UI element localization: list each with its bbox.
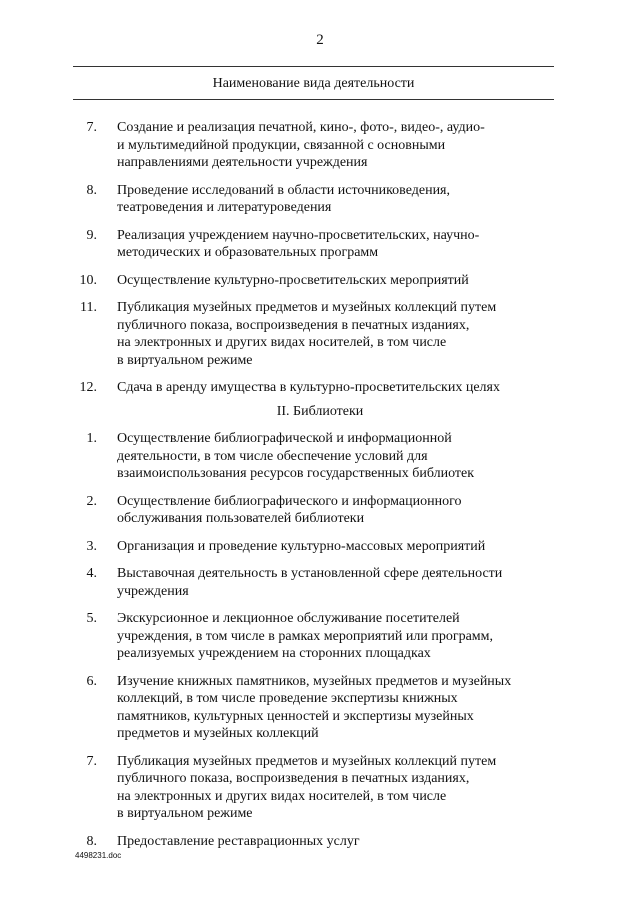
item-text <box>117 538 552 556</box>
item-text-line: Предоставление реставрационных услуг <box>117 833 360 849</box>
section-1-items <box>0 119 640 397</box>
section-title-libraries: II. Библиотеки <box>276 403 364 419</box>
list-item <box>0 833 640 851</box>
item-text-line: Выставочная деятельность в установленной сфере деятельности <box>117 566 503 581</box>
footer-doc-id: 4498231.doc <box>75 851 122 860</box>
item-text-line: Проведение исследований в области источниковедения, <box>117 182 450 198</box>
item-number: 4. <box>86 566 97 581</box>
item-text <box>117 565 552 600</box>
list-item <box>0 227 640 262</box>
item-text-line: Организация и проведение культурно-массовых мероприятий <box>117 538 486 554</box>
list-item <box>0 610 640 663</box>
item-number: 12. <box>79 380 97 395</box>
item-text-line: Создание и реализация печатной, кино-, фото-, видео-, аудио- <box>117 120 485 135</box>
item-text-line: на электронных и других видах носителей, в том числе <box>117 788 447 804</box>
list-item <box>0 379 640 397</box>
item-number: 1. <box>86 431 97 446</box>
item-text <box>117 753 552 823</box>
item-number: 11. <box>80 300 97 315</box>
item-text-line: предметов и музейных коллекций <box>117 726 319 741</box>
list-item <box>0 565 640 600</box>
item-text <box>117 610 552 663</box>
item-text <box>117 272 552 290</box>
section-2-items <box>0 430 640 850</box>
item-text-line: коллекций, в том числе проведение экспертизы книжных <box>117 691 458 706</box>
item-text-line: деятельности, в том числе обеспечение условий для <box>117 448 428 464</box>
item-text-line: Экскурсионное и лекционное обслуживание посетителей <box>117 611 460 626</box>
list-item <box>0 272 640 290</box>
item-text-line: направлениями деятельности учреждения <box>117 155 368 170</box>
list-item <box>0 299 640 369</box>
list-item <box>0 753 640 823</box>
item-text-line: памятников, культурных ценностей и экспертизы музейных <box>117 708 474 724</box>
item-number: 3. <box>86 538 97 554</box>
item-number: 2. <box>86 493 97 509</box>
item-text-line: Осуществление культурно-просветительских мероприятий <box>117 272 469 288</box>
item-text-line: взаимоиспользования ресурсов государственных библиотек <box>117 466 475 481</box>
item-text-line: Публикация музейных предметов и музейных коллекций путем <box>117 300 497 315</box>
list-item <box>0 430 640 483</box>
item-number: 7. <box>86 120 97 135</box>
list-item <box>0 673 640 743</box>
item-text-line: учреждения <box>117 583 189 599</box>
item-text <box>117 833 552 851</box>
item-text-line: обслуживания пользователей библиотеки <box>117 511 365 526</box>
item-text <box>117 379 552 397</box>
item-text <box>117 182 552 217</box>
item-text-line: Сдача в аренду имущества в культурно-просветительских целях <box>117 380 500 395</box>
item-text-line: Публикация музейных предметов и музейных коллекций путем <box>117 753 497 769</box>
item-number: 5. <box>86 611 97 626</box>
page-number: 2 <box>316 32 324 48</box>
item-number: 6. <box>86 673 97 689</box>
item-text-line: Осуществление библиографической и информационной <box>117 431 452 446</box>
item-number: 7. <box>86 753 97 769</box>
item-text <box>117 430 552 483</box>
header-rule <box>73 99 554 100</box>
item-text-line: Осуществление библиографического и информационного <box>117 493 462 509</box>
item-text-line: публичного показа, воспроизведения в печатных изданиях, <box>117 771 470 786</box>
table-top-rule <box>73 66 554 67</box>
item-text <box>117 227 552 262</box>
item-text-line: театроведения и литературоведения <box>117 200 332 215</box>
item-text-line: Реализация учреждением научно-просветительских, научно- <box>117 227 480 243</box>
list-item <box>0 182 640 217</box>
item-text-line: публичного показа, воспроизведения в печатных изданиях, <box>117 317 470 333</box>
activity-list <box>0 119 640 860</box>
list-item <box>0 493 640 528</box>
item-text-line: учреждения, в том числе в рамках мероприятий или программ, <box>117 628 493 644</box>
item-text-line: в виртуальном режиме <box>117 352 253 368</box>
item-text-line: реализуемых учреждением на сторонних площадках <box>117 646 431 661</box>
item-text-line: в виртуальном режиме <box>117 806 253 821</box>
item-text <box>117 673 552 743</box>
item-number: 8. <box>86 833 97 849</box>
item-number: 8. <box>86 182 97 198</box>
list-item <box>0 119 640 172</box>
item-text <box>117 493 552 528</box>
item-number: 9. <box>86 227 97 243</box>
item-text <box>117 299 552 369</box>
item-text <box>117 119 552 172</box>
column-header: Наименование вида деятельности <box>212 76 415 91</box>
item-text-line: методических и образовательных программ <box>117 245 379 260</box>
item-text-line: на электронных и других видах носителей, в том числе <box>117 335 447 350</box>
item-text-line: и мультимедийной продукции, связанной с основными <box>117 137 446 153</box>
list-item <box>0 538 640 556</box>
item-number: 10. <box>79 272 97 288</box>
item-text-line: Изучение книжных памятников, музейных предметов и музейных <box>117 673 512 689</box>
